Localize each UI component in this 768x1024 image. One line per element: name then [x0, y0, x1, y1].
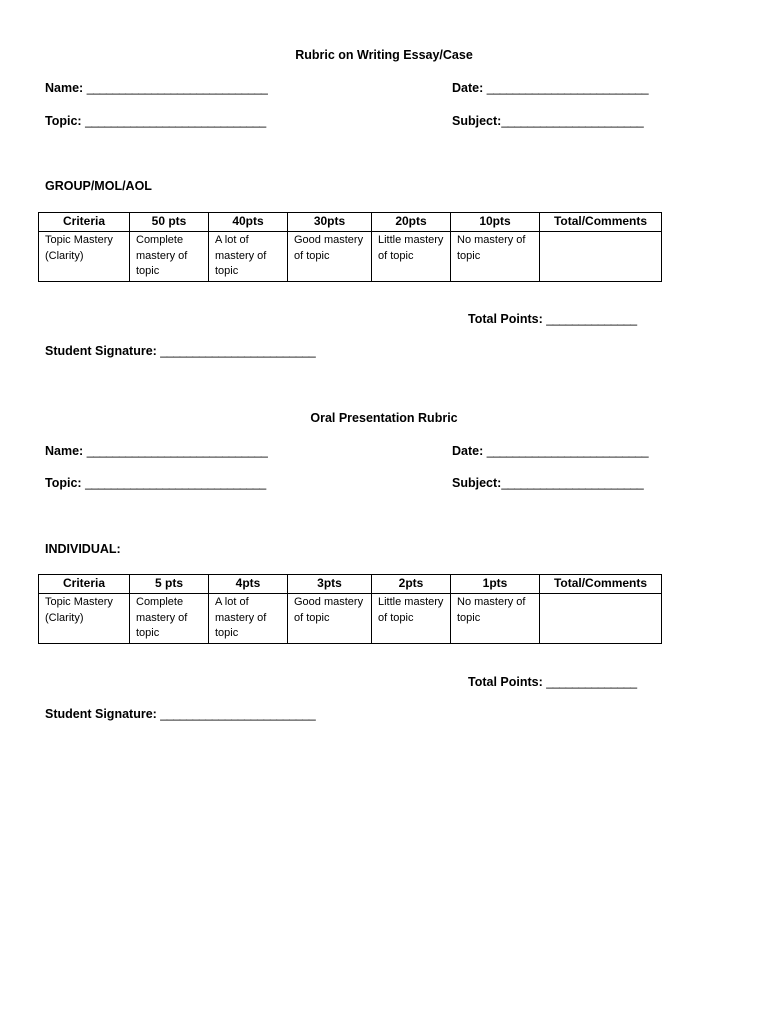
cell-total-comments[interactable]	[540, 232, 662, 282]
date-field[interactable]	[452, 81, 648, 95]
name-line: ____________________________	[86, 444, 268, 458]
total-points-label: Total Points:	[468, 675, 543, 689]
signature-line: ________________________	[160, 707, 316, 721]
subject-label: Subject:	[452, 114, 502, 128]
table-cell: Good mastery of topic	[288, 594, 372, 644]
group-label: GROUP/MOL/AOL	[45, 179, 152, 193]
date-line: _________________________	[486, 81, 649, 95]
name-label: Name:	[45, 444, 84, 458]
cell-criteria: Topic Mastery (Clarity)	[39, 232, 130, 282]
name-field[interactable]	[45, 81, 267, 95]
date-line: _________________________	[486, 444, 649, 458]
table-cell: No mastery of topic	[451, 594, 540, 644]
name-line: ____________________________	[86, 81, 268, 95]
topic-field[interactable]	[45, 114, 266, 128]
header-total-comments: Total/Comments	[540, 575, 662, 594]
date-field[interactable]	[452, 444, 648, 458]
topic-line: ____________________________	[85, 114, 266, 128]
signature-label: Student Signature:	[45, 707, 157, 721]
header-score: 30pts	[288, 213, 372, 232]
header-score: 50 pts	[130, 213, 209, 232]
subject-line: ______________________	[501, 114, 644, 128]
header-score: 1pts	[451, 575, 540, 594]
table-header-row	[39, 213, 662, 232]
total-points-field[interactable]	[468, 312, 637, 326]
table-cell: Little mastery of topic	[372, 232, 451, 282]
total-points-line: ______________	[546, 675, 637, 689]
date-label: Date:	[452, 444, 484, 458]
name-field[interactable]	[45, 444, 267, 458]
group-label: INDIVIDUAL:	[45, 542, 121, 556]
table-header-row	[39, 575, 662, 594]
topic-label: Topic:	[45, 476, 82, 490]
rubric-table	[38, 574, 662, 644]
subject-line: ______________________	[501, 476, 644, 490]
subject-label: Subject:	[452, 476, 502, 490]
cell-criteria: Topic Mastery (Clarity)	[39, 594, 130, 644]
table-cell: A lot of mastery of topic	[209, 232, 288, 282]
table-cell: Complete mastery of topic	[130, 232, 209, 282]
header-score: 40pts	[209, 213, 288, 232]
total-points-field[interactable]	[468, 675, 637, 689]
rubric-title: Rubric on Writing Essay/Case	[295, 48, 473, 62]
header-criteria: Criteria	[39, 575, 130, 594]
signature-label: Student Signature:	[45, 344, 157, 358]
total-points-line: ______________	[546, 312, 637, 326]
signature-line: ________________________	[160, 344, 316, 358]
table-cell: Complete mastery of topic	[130, 594, 209, 644]
table-row	[39, 232, 662, 282]
header-criteria: Criteria	[39, 213, 130, 232]
table-cell: No mastery of topic	[451, 232, 540, 282]
signature-field[interactable]	[45, 344, 315, 358]
name-label: Name:	[45, 81, 84, 95]
topic-line: ____________________________	[85, 476, 266, 490]
cell-total-comments[interactable]	[540, 594, 662, 644]
total-points-label: Total Points:	[468, 312, 543, 326]
header-score: 20pts	[372, 213, 451, 232]
rubric-title: Oral Presentation Rubric	[310, 411, 458, 425]
table-cell: A lot of mastery of topic	[209, 594, 288, 644]
header-score: 10pts	[451, 213, 540, 232]
table-row	[39, 594, 662, 644]
rubric-table	[38, 212, 662, 282]
header-score: 3pts	[288, 575, 372, 594]
subject-field[interactable]	[452, 476, 643, 490]
table-cell: Good mastery of topic	[288, 232, 372, 282]
header-total-comments: Total/Comments	[540, 213, 662, 232]
table-cell: Little mastery of topic	[372, 594, 451, 644]
date-label: Date:	[452, 81, 484, 95]
header-score: 2pts	[372, 575, 451, 594]
signature-field[interactable]	[45, 707, 315, 721]
subject-field[interactable]	[452, 114, 643, 128]
header-score: 5 pts	[130, 575, 209, 594]
topic-label: Topic:	[45, 114, 82, 128]
topic-field[interactable]	[45, 476, 266, 490]
header-score: 4pts	[209, 575, 288, 594]
